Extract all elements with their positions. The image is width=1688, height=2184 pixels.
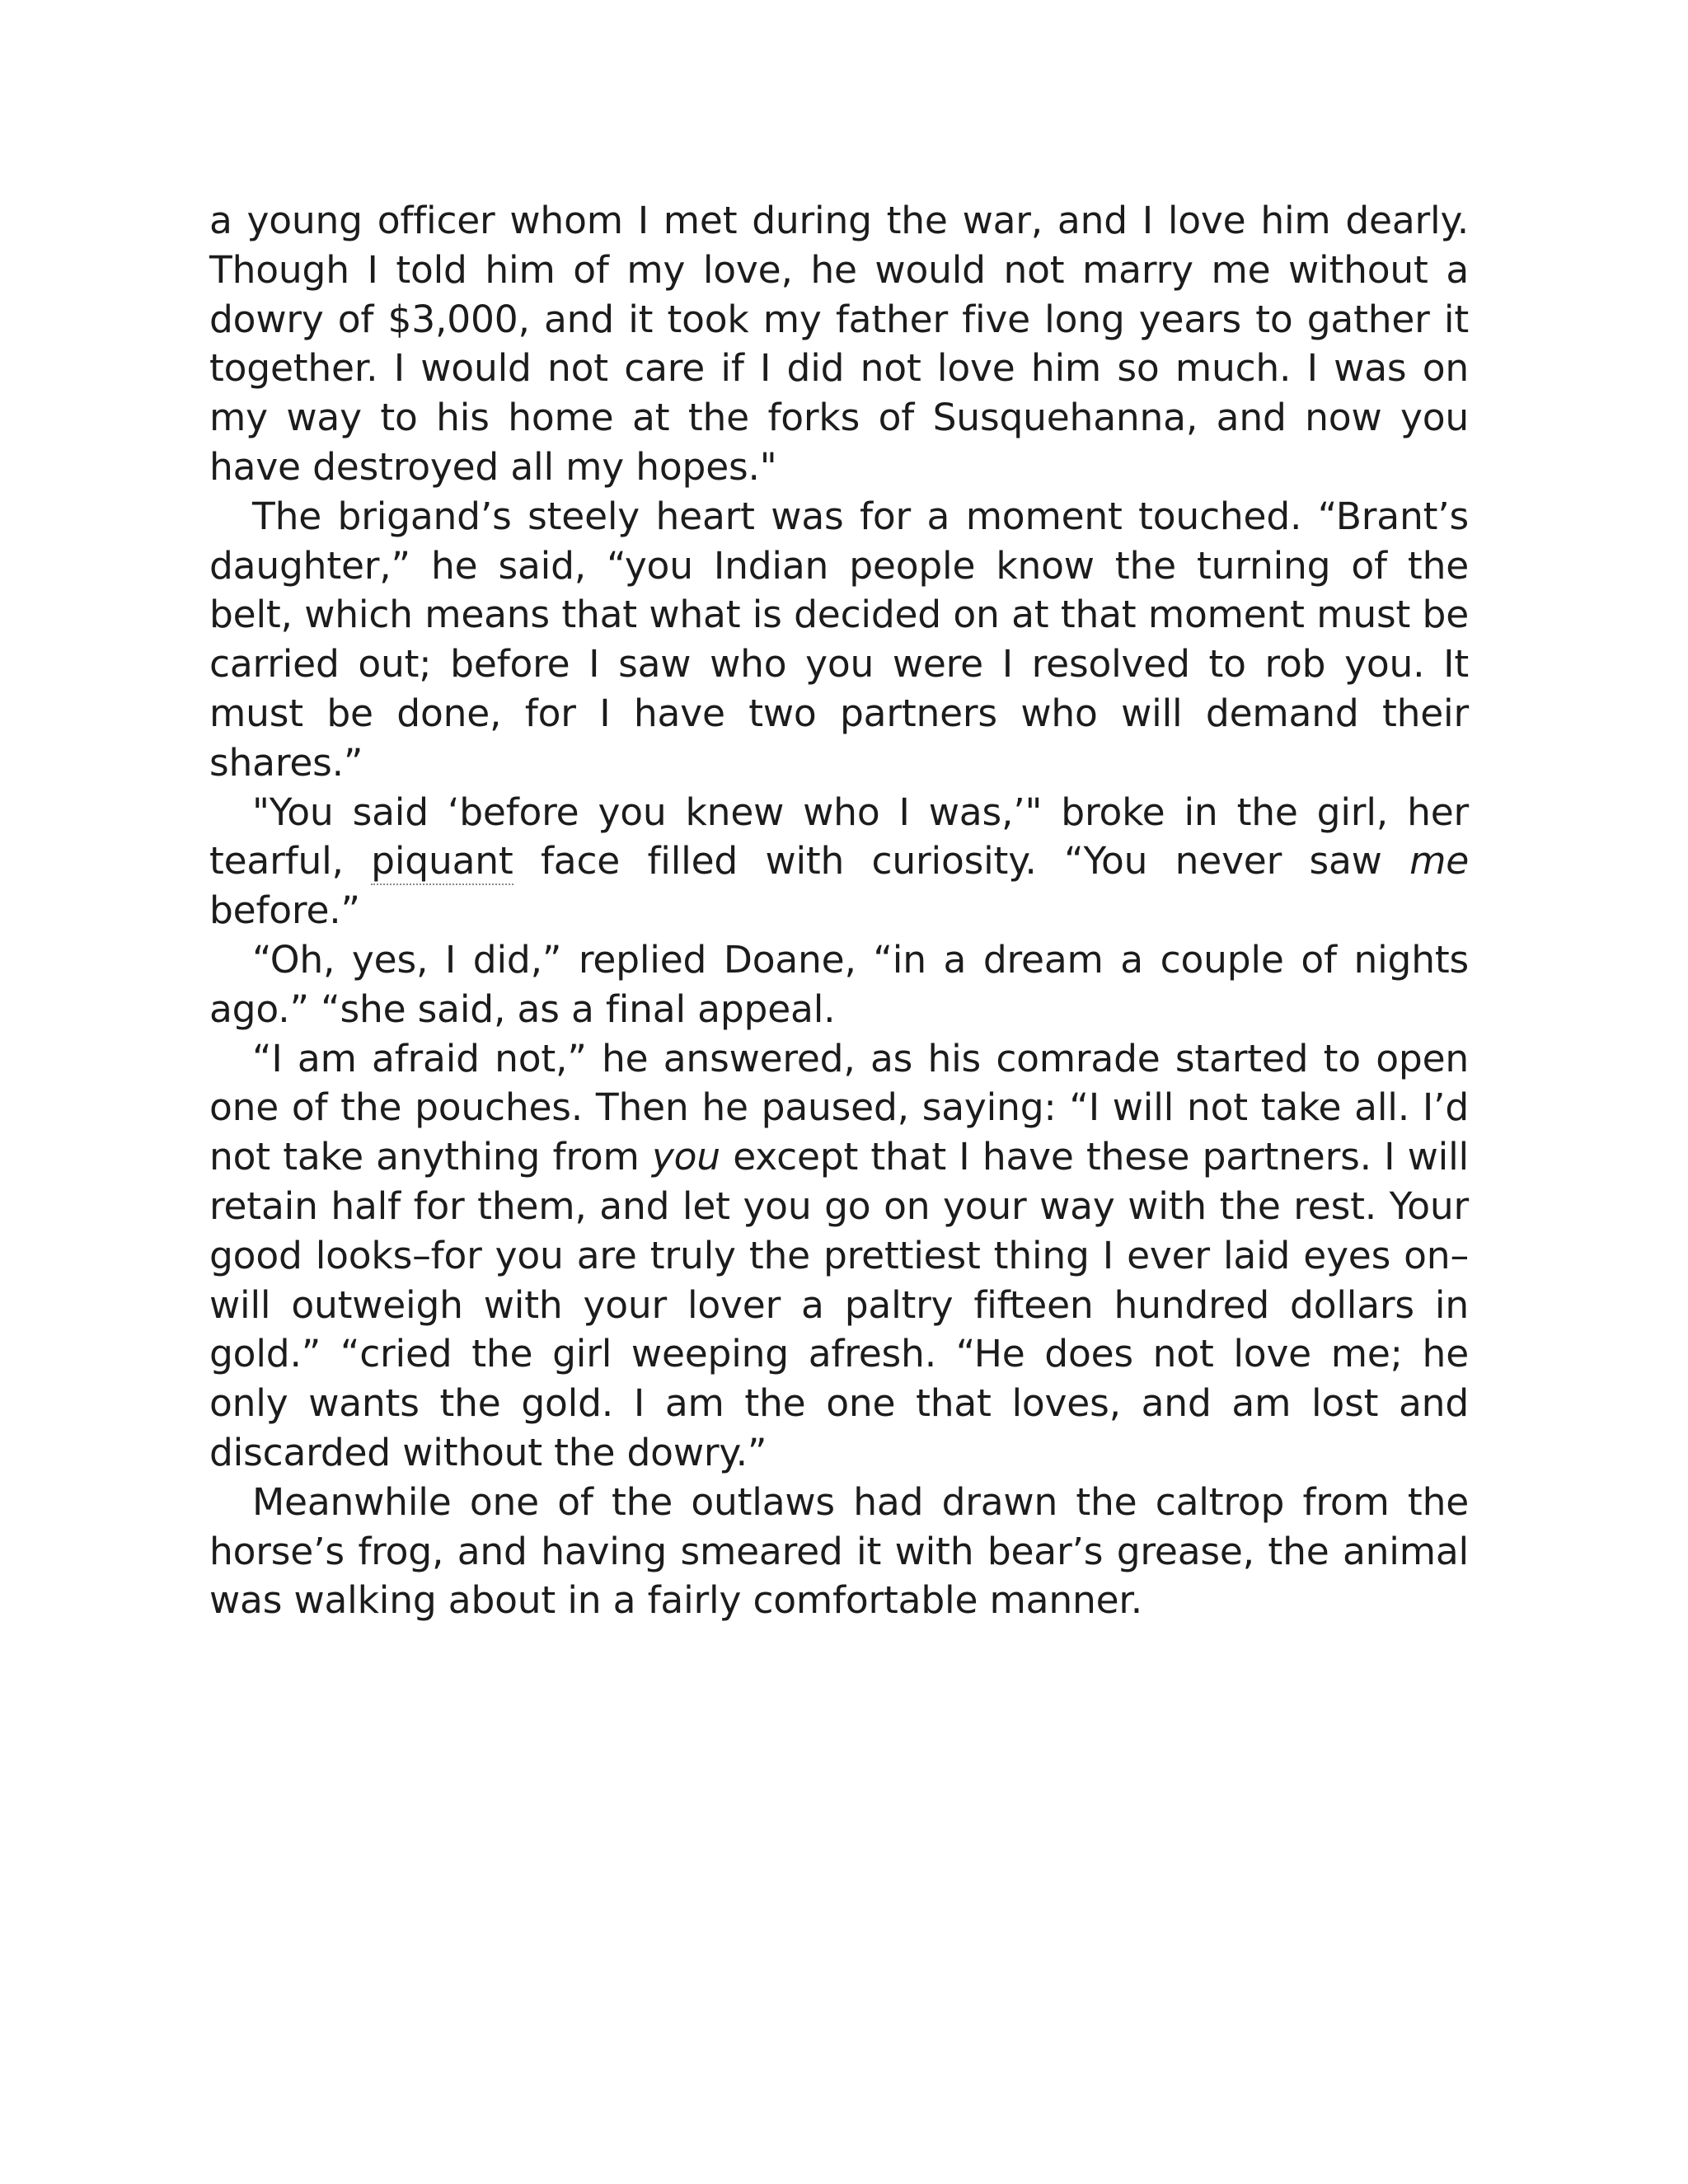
paragraph-5 [209,1034,1469,1478]
paragraph-text: before.” [209,888,360,933]
paragraph-text: except that I have these partners. I will retain half for them, and let you go on your way with the rest. Your good looks–for you are truly the prettiest thing I ever laid eyes on–will outweigh with your lover a paltry fifteen hundred dollars in gold.” “cried the girl weeping afresh. “He does not love me; he only wants the gold. I am the one that loves, and am lost and discarded without the dowry.” [209,1135,1470,1474]
paragraph-text: “Oh, yes, I did,” replied Doane, “in a dream a couple of nights ago.” “she said, as a final appeal. [209,937,1469,1031]
paragraph-text: a young officer whom I met during the war, and I love him dearly. Though I told him of my love, he would not marry me without a dowry of $3,000, and it took my father five long years to gather it together. I would not care if I did not love him so much. I was on my way to his home at the forks of Susquehanna, and now you have destroyed all my hopes." [209,199,1469,489]
paragraph-text: “I am afraid not,” he answered, as his comrade started to open one of the pouches. Then he paused, saying: “I will not take all. I’d not take anything from [209,1036,1469,1179]
paragraph-text: Meanwhile one of the outlaws had drawn the caltrop from the horse’s frog, and having smeared it with bear’s grease, the animal was walking about in a fairly comfortable manner. [209,1479,1469,1623]
paragraph-2 [209,492,1469,788]
dotted-underline-word: piquant [371,839,513,885]
italic-word: you [651,1135,720,1179]
paragraph-text: The brigand’s steely heart was for a moment touched. “Brant’s daughter,” he said, “you Indian people know the turning of the belt, which means that what is decided on at that moment must be carried out; before I saw who you were I resolved to rob you. It must be done, for I have two partners who will demand their shares.” [209,494,1469,785]
page-body [209,196,1469,1625]
paragraph-3 [209,788,1469,935]
paragraph-text: "You said ‘before you knew who I was,’" broke in the girl, her tearful, [209,790,1469,883]
paragraph-6 [209,1478,1469,1625]
paragraph-4 [209,935,1469,1034]
paragraph-text: face filled with curiosity. “You never saw [513,839,1410,883]
italic-word: me [1409,839,1469,883]
paragraph-1 [209,196,1469,492]
